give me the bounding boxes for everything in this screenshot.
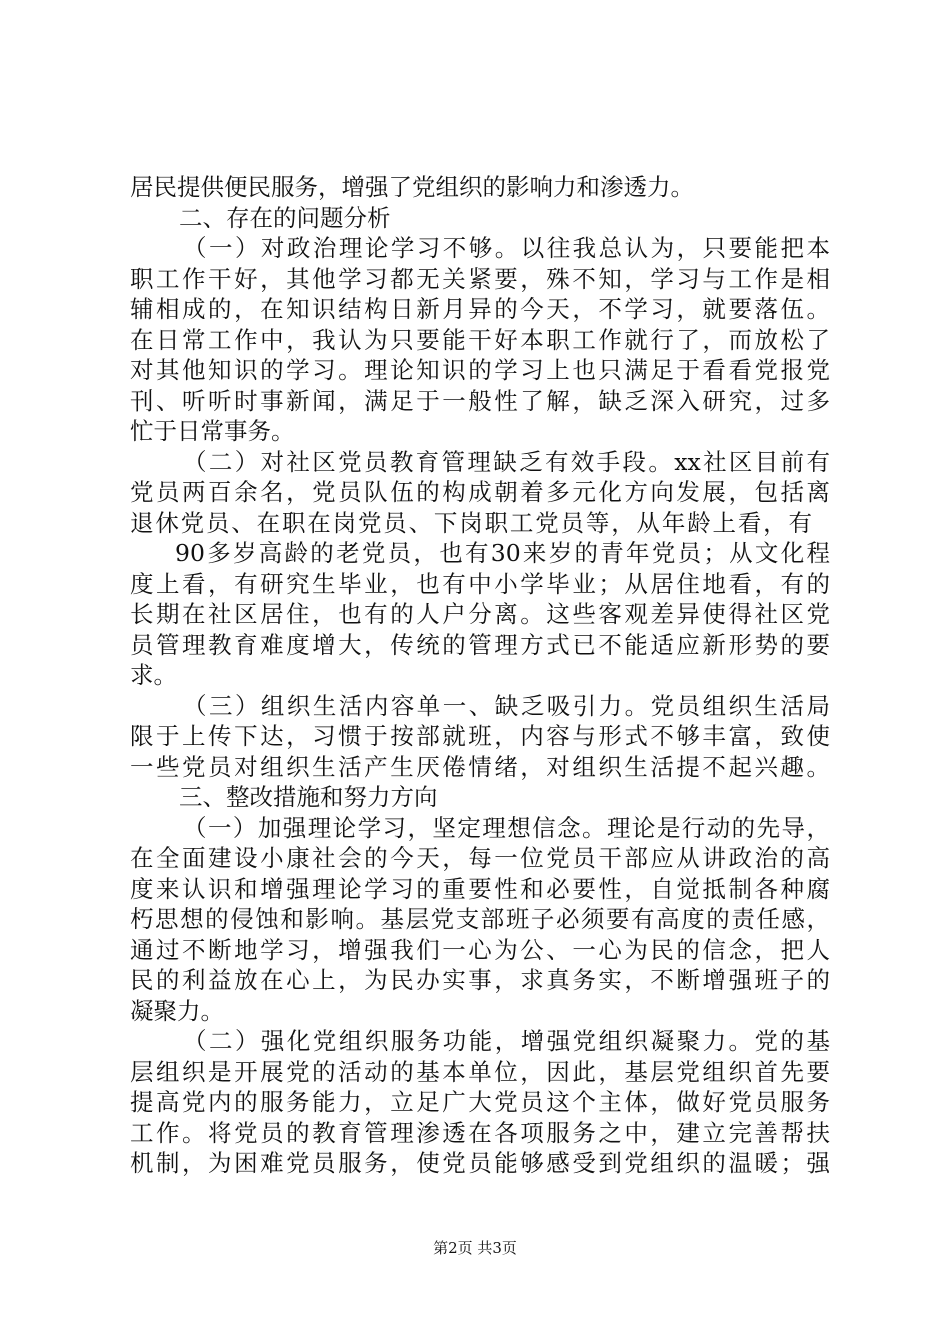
paragraph-first-line: （二）强化党组织服务功能，增强党组织凝聚力。党的基 xyxy=(183,1027,830,1055)
paragraph-first-line: （一）加强理论学习，坚定理想信念。理论是行动的先导， xyxy=(183,814,830,842)
section-heading: 二、存在的问题分析 xyxy=(179,204,391,232)
text-line: 刊、听听时事新闻，满足于一般性了解，缺乏深入研究，过多 xyxy=(130,387,830,415)
text-line: 工作。将党员的教育管理渗透在各项服务之中，建立完善帮扶 xyxy=(130,1119,830,1147)
text-line: 通过不断地学习，增强我们一心为公、一心为民的信念，把人 xyxy=(130,936,830,964)
paragraph-first-line: （三）组织生活内容单一、缺乏吸引力。党员组织生活局 xyxy=(183,692,830,720)
text-line: 求。 xyxy=(130,661,177,689)
text-line: 退休党员、在职在岗党员、下岗职工党员等，从年龄上看，有 xyxy=(130,509,812,537)
text-line: 忙于日常事务。 xyxy=(130,417,295,445)
text-line: 居民提供便民服务，增强了党组织的影响力和渗透力。 xyxy=(130,173,694,201)
text-line: 在全面建设小康社会的今天，每一位党员干部应从讲政治的高 xyxy=(130,844,830,872)
text-line: 辅相成的，在知识结构日新月异的今天，不学习，就要落伍。 xyxy=(130,295,830,323)
text-line: 在日常工作中，我认为只要能干好本职工作就行了，而放松了 xyxy=(130,326,830,354)
text-line: 职工作干好，其他学习都无关紧要，殊不知，学习与工作是相 xyxy=(130,265,830,293)
text-line: 90多岁高龄的老党员，也有30来岁的青年党员；从文化程 xyxy=(175,539,830,567)
paragraph-first-line: （二）对社区党员教育管理缺乏有效手段。xx社区目前有 xyxy=(183,448,830,476)
text-line: 提高党内的服务能力，立足广大党员这个主体，做好党员服务 xyxy=(130,1088,830,1116)
text-line: 一些党员对组织生活产生厌倦情绪，对组织生活提不起兴趣。 xyxy=(130,753,830,781)
text-line: 限于上传下达，习惯于按部就班，内容与形式不够丰富，致使 xyxy=(130,722,830,750)
page-footer: 第2页 共3页 xyxy=(433,1239,517,1257)
text-line: 长期在社区居住，也有的人户分离。这些客观差异使得社区党 xyxy=(130,600,830,628)
text-line: 党员两百余名，党员队伍的构成朝着多元化方向发展，包括离 xyxy=(130,478,830,506)
section-heading: 三、整改措施和努力方向 xyxy=(179,783,438,811)
text-line: 民的利益放在心上，为民办实事，求真务实，不断增强班子的 xyxy=(130,966,830,994)
paragraph-first-line: （一）对政治理论学习不够。以往我总认为，只要能把本 xyxy=(183,234,830,262)
text-line: 员管理教育难度增大，传统的管理方式已不能适应新形势的要 xyxy=(130,631,830,659)
text-line: 度来认识和增强理论学习的重要性和必要性，自觉抵制各种腐 xyxy=(130,875,830,903)
text-line: 凝聚力。 xyxy=(130,997,224,1025)
text-line: 机制，为困难党员服务，使党员能够感受到党组织的温暖；强 xyxy=(130,1149,830,1177)
text-line: 层组织是开展党的活动的基本单位，因此，基层党组织首先要 xyxy=(130,1058,830,1086)
text-line: 度上看，有研究生毕业，也有中小学毕业；从居住地看，有的 xyxy=(130,570,830,598)
text-line: 对其他知识的学习。理论知识的学习上也只满足于看看党报党 xyxy=(130,356,830,384)
text-line: 朽思想的侵蚀和影响。基层党支部班子必须要有高度的责任感， xyxy=(130,905,830,933)
